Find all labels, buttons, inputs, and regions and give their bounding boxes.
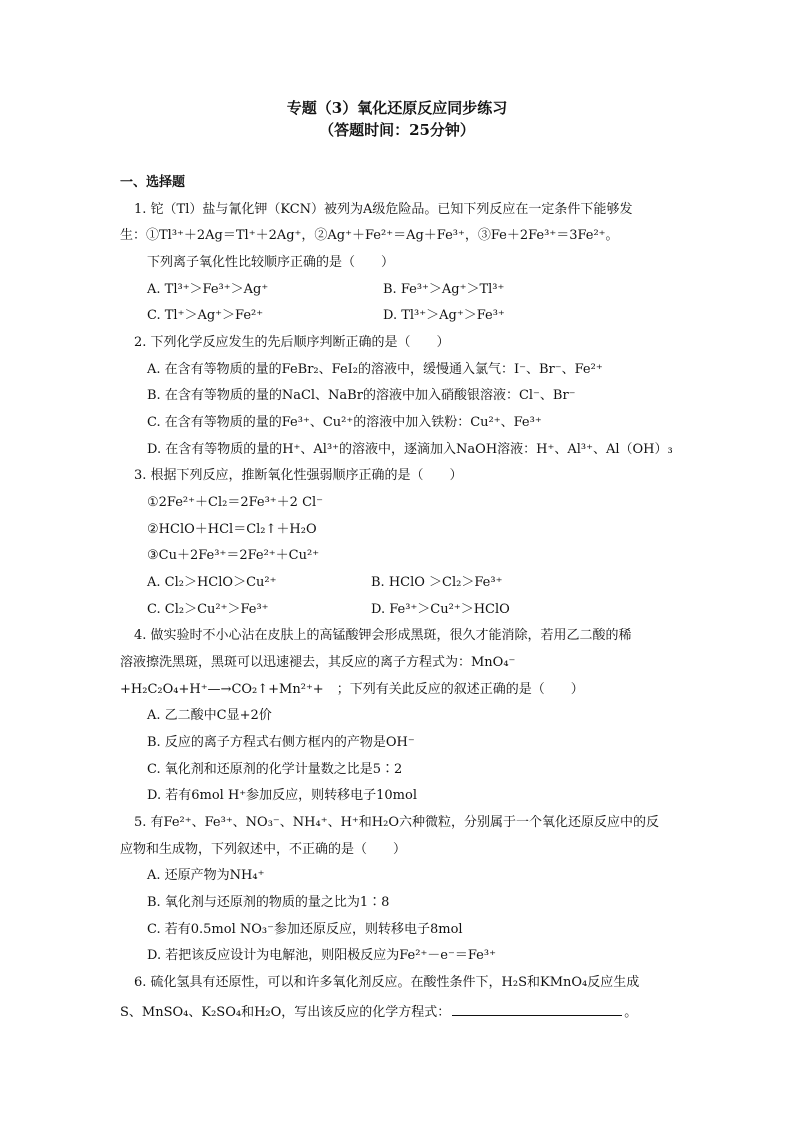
q1-option-a: A. Tl³⁺＞Fe³⁺＞Ag⁺ bbox=[147, 282, 269, 297]
q4-option-d: D. 若有6mol H⁺参加反应，则转移电子10mol bbox=[147, 788, 417, 803]
q3-option-b: B. HClO ＞Cl₂＞Fe³⁺ bbox=[371, 575, 503, 590]
q3-stem: 3. 根据下列反应，推断氧化性强弱顺序正确的是（ ） bbox=[134, 468, 463, 483]
q6-stem-line2 bbox=[120, 1001, 637, 1022]
q4-stem-line1: 4. 做实验时不小心沾在皮肤上的高锰酸钾会形成黑斑，很久才能消除，若用乙二酸的稀 bbox=[134, 628, 632, 643]
q3-option-c: C. Cl₂＞Cu²⁺＞Fe³⁺ bbox=[147, 602, 269, 617]
q6-stem-text: S、MnSO₄、K₂SO₄和H₂O，写出该反应的化学方程式： bbox=[120, 1005, 451, 1020]
q3-reaction-3: ③Cu＋2Fe³⁺＝2Fe²⁺＋Cu²⁺ bbox=[147, 548, 320, 563]
q2-option-c: C. 在含有等物质的量的Fe³⁺、Cu²⁺的溶液中加入铁粉：Cu²⁺、Fe³⁺ bbox=[147, 415, 542, 430]
q1-stem-line2: 生：①Tl³⁺＋2Ag＝Tl⁺＋2Ag⁺，②Ag⁺＋Fe²⁺＝Ag＋Fe³⁺，③Fe＋2Fe³⁺＝3Fe²⁺。 bbox=[120, 228, 619, 243]
q5-option-d: D. 若把该反应设计为电解池，则阳极反应为Fe²⁺－e⁻＝Fe³⁺ bbox=[147, 948, 496, 963]
q4-stem-line2: 溶液擦洗黑斑，黑斑可以迅速褪去，其反应的离子方程式为：MnO₄⁻ bbox=[120, 655, 516, 670]
q1-stem-line1: 1. 铊（Tl）盐与氰化钾（KCN）被列为A级危险品。已知下列反应在一定条件下能够发 bbox=[134, 202, 633, 217]
q4-option-c: C. 氧化剂和还原剂的化学计量数之比是5∶2 bbox=[147, 762, 403, 777]
q2-option-b: B. 在含有等物质的量的NaCl、NaBr的溶液中加入硝酸银溶液：Cl⁻、Br⁻ bbox=[147, 388, 576, 403]
section-heading: 一、选择题 bbox=[120, 175, 186, 190]
q4-option-a: A. 乙二酸中C显+2价 bbox=[147, 708, 272, 723]
q5-stem-line2: 应物和生成物，下列叙述中，不正确的是（ ） bbox=[120, 842, 407, 857]
q3-reaction-2: ②HClO＋HCl＝Cl₂↑＋H₂O bbox=[147, 522, 317, 537]
q1-option-d: D. Tl³⁺＞Ag⁺＞Fe³⁺ bbox=[383, 308, 505, 323]
q4-option-b: B. 反应的离子方程式右侧方框内的产物是OH⁻ bbox=[147, 735, 415, 750]
q5-stem-line1: 5. 有Fe²⁺、Fe³⁺、NO₃⁻、NH₄⁺、H⁺和H₂O六种微粒，分别属于一个氧化还原反应中的反 bbox=[134, 815, 659, 830]
q5-option-c: C. 若有0.5mol NO₃⁻参加还原反应，则转移电子8mol bbox=[147, 922, 463, 937]
q6-stem-end: 。 bbox=[624, 1005, 638, 1020]
q6-answer-blank[interactable] bbox=[452, 1001, 622, 1016]
q1-option-b: B. Fe³⁺＞Ag⁺＞Tl³⁺ bbox=[383, 282, 505, 297]
q5-option-b: B. 氧化剂与还原剂的物质的量之比为1∶8 bbox=[147, 895, 390, 910]
q6-stem-line1: 6. 硫化氢具有还原性，可以和许多氧化剂反应。在酸性条件下，H₂S和KMnO₄反应生成 bbox=[134, 975, 640, 990]
q5-option-a: A. 还原产物为NH₄⁺ bbox=[147, 868, 265, 883]
page-title: 专题（3）氧化还原反应同步练习 bbox=[286, 99, 508, 117]
q2-option-a: A. 在含有等物质的量的FeBr₂、FeI₂的溶液中，缓慢通入氯气：I⁻、Br⁻、Fe²⁺ bbox=[147, 362, 603, 377]
q4-stem-line3: +H₂C₂O₄+H⁺—→CO₂↑+Mn²⁺+ ；下列有关此反应的叙述正确的是（ ） bbox=[120, 682, 584, 697]
q2-option-d: D. 在含有等物质的量的H⁺、Al³⁺的溶液中，逐滴加入NaOH溶液：H⁺、Al³⁺、Al（OH）₃ bbox=[147, 442, 673, 457]
q3-reaction-1: ①2Fe²⁺＋Cl₂＝2Fe³⁺＋2 Cl⁻ bbox=[147, 495, 324, 510]
q1-stem-line3: 下列离子氧化性比较顺序正确的是（ ） bbox=[147, 255, 395, 270]
q2-stem: 2. 下列化学反应发生的先后顺序判断正确的是（ ） bbox=[134, 335, 450, 350]
q1-option-c: C. Tl⁺＞Ag⁺＞Fe²⁺ bbox=[147, 308, 264, 323]
q3-option-a: A. Cl₂＞HClO＞Cu²⁺ bbox=[147, 575, 277, 590]
q3-option-d: D. Fe³⁺＞Cu²⁺＞HClO bbox=[371, 602, 510, 617]
page-subtitle: （答题时间：25分钟） bbox=[319, 121, 475, 139]
